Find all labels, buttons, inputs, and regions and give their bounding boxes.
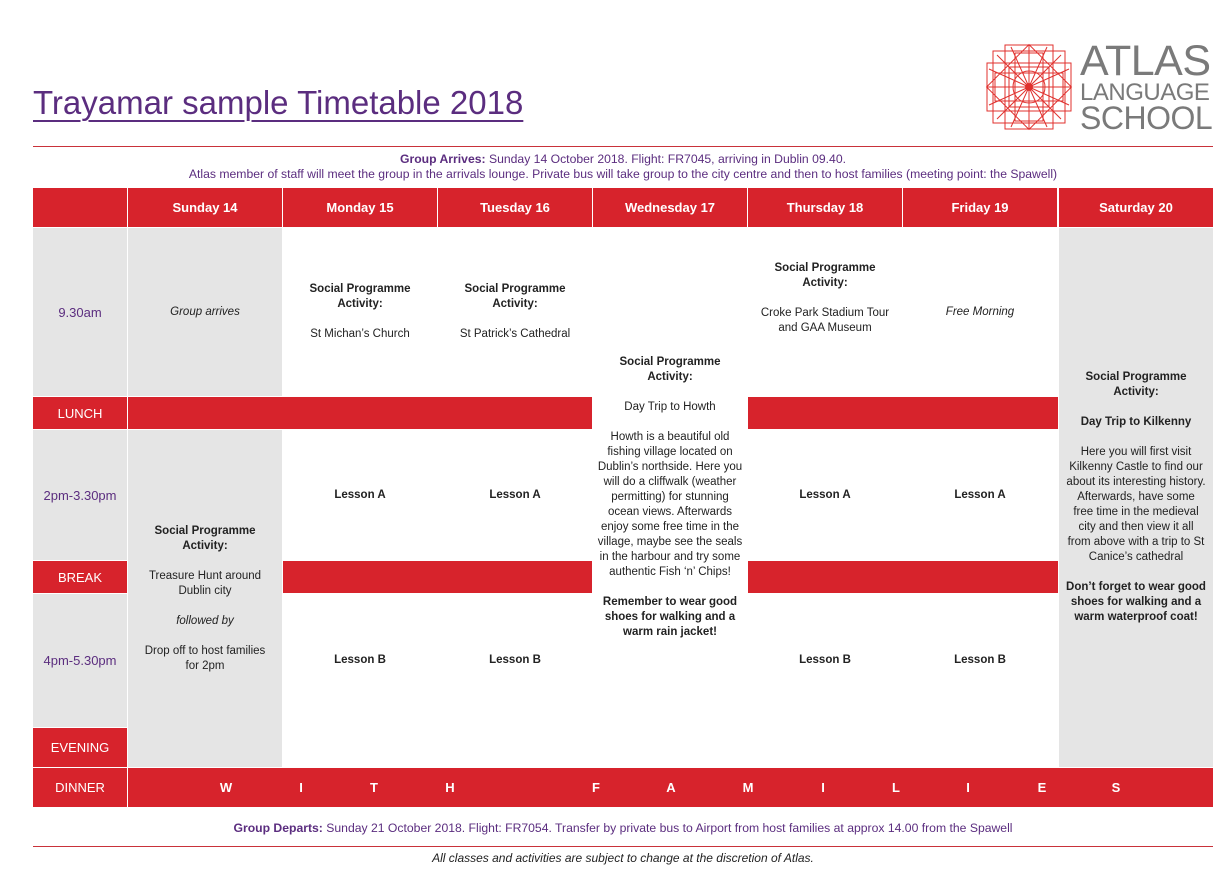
time-late-afternoon: 4pm-5.30pm xyxy=(33,594,127,727)
lesson-label: Lesson A xyxy=(799,488,851,501)
activity-heading: Activity: xyxy=(182,539,228,552)
cell-saturday-day-trip xyxy=(1059,228,1213,767)
activity-detail: Treasure Hunt around xyxy=(148,569,262,582)
row-label-lunch: LUNCH xyxy=(33,397,127,429)
activity-detail: St Patrick’s Cathedral xyxy=(459,328,571,340)
dinner-letter: F xyxy=(592,780,600,795)
cell-friday-lesson-a xyxy=(903,430,1057,560)
cell-thursday-lesson-b xyxy=(748,594,902,727)
dinner-letter: T xyxy=(370,780,378,795)
dinner-letter: S xyxy=(1111,780,1121,795)
day-header-tuesday: Tuesday 16 xyxy=(438,188,592,227)
bottom-divider xyxy=(33,846,1213,847)
cell-thursday-lesson-a xyxy=(748,430,902,560)
dinner-letter: A xyxy=(666,780,676,795)
activity-heading: Social Programme xyxy=(309,283,411,295)
trip-description: authentic Fish ‘n’ Chips! xyxy=(609,566,731,578)
trip-description: will do a cliffwalk (weather xyxy=(603,476,737,488)
trip-description: Here you will first visit xyxy=(1080,446,1192,458)
activity-heading: Social Programme xyxy=(619,356,721,368)
time-morning: 9.30am xyxy=(33,228,127,396)
activity-detail: Croke Park Stadium Tour xyxy=(760,306,890,319)
break-bar-left xyxy=(283,561,592,593)
logo-wordmark xyxy=(1080,37,1213,136)
lunch-bar-left xyxy=(128,397,592,429)
logo-line-3: SCHOOL xyxy=(1080,99,1213,136)
trip-tip: shoes for walking and a xyxy=(604,611,736,623)
lunch-bar-right xyxy=(748,397,1058,429)
trip-description: enjoy some free time in the xyxy=(600,521,740,533)
activity-detail: St Michan’s Church xyxy=(310,328,410,340)
lesson-label: Lesson B xyxy=(489,654,541,666)
activity-heading: Activity: xyxy=(647,371,693,383)
dinner-letter: M xyxy=(742,780,754,795)
drop-off-text: for 2pm xyxy=(185,659,225,672)
departure-label: Group Departs: xyxy=(233,821,323,835)
logo-line-1: ATLAS xyxy=(1080,37,1211,85)
trip-description: Dublin’s northside. Here you xyxy=(597,461,743,473)
row-label-break: BREAK xyxy=(33,561,127,593)
lesson-label: Lesson A xyxy=(489,488,541,501)
activity-heading: Activity: xyxy=(802,276,848,289)
lesson-label: Lesson B xyxy=(954,654,1006,666)
disclaimer: All classes and activities are subject to change at the discretion of Atlas. xyxy=(432,851,814,865)
trip-description: fishing village located on xyxy=(607,446,733,458)
departure-text: Sunday 21 October 2018. Flight: FR7054. Transfer by private bus to Airport from host families at approx 14.00 from the Spawell xyxy=(322,821,1013,835)
departure-info xyxy=(33,821,1213,836)
activity-heading: Activity: xyxy=(1113,386,1159,398)
day-header-sunday: Sunday 14 xyxy=(128,188,282,227)
dinner-letter: I xyxy=(821,780,825,795)
cell-tuesday-lesson-a xyxy=(438,430,592,560)
trip-title: Day Trip to Kilkenny xyxy=(1080,416,1192,428)
trip-title: Day Trip to Howth xyxy=(624,401,716,413)
header-corner xyxy=(33,188,127,227)
trip-description: free time in the medieval xyxy=(1073,506,1199,518)
dinner-letter: E xyxy=(1037,780,1047,795)
trip-tip: warm waterproof coat! xyxy=(1074,611,1198,623)
activity-heading: Activity: xyxy=(492,298,538,310)
drop-off-text: Drop off to host families xyxy=(144,644,266,657)
lesson-label: Lesson B xyxy=(799,654,851,666)
dinner-letter: I xyxy=(299,780,303,795)
cell-text: Free Morning xyxy=(945,305,1015,318)
cell-monday-lesson-a xyxy=(283,430,437,560)
trip-description: Kilkenny Castle to find our xyxy=(1069,461,1203,473)
day-header-saturday: Saturday 20 xyxy=(1059,188,1213,227)
page-title: Trayamar sample Timetable 2018 xyxy=(33,84,524,121)
day-header-thursday: Thursday 18 xyxy=(748,188,902,227)
cell-sunday-afternoon xyxy=(128,430,282,767)
followed-by-text: followed by xyxy=(176,614,234,627)
cell-tuesday-lesson-b xyxy=(438,594,592,727)
trip-description: city and then view it all xyxy=(1078,521,1194,533)
cell-thursday-morning xyxy=(748,228,902,368)
activity-detail: Dublin city xyxy=(178,584,232,597)
day-header-monday: Monday 15 xyxy=(283,188,437,227)
dinner-letter: W xyxy=(219,780,233,795)
top-divider xyxy=(33,146,1213,147)
arrival-label: Group Arrives: xyxy=(400,152,486,166)
cell-monday-morning xyxy=(283,228,437,396)
lesson-label: Lesson A xyxy=(954,488,1006,501)
arrival-line-2: Atlas member of staff will meet the group in the arrivals lounge. Private bus will take group to the city centre and then to host families (meeting point: the Spawell) xyxy=(188,167,1058,181)
row-label-evening: EVENING xyxy=(33,728,127,767)
trip-description: ocean views. Afterwards xyxy=(607,506,732,518)
cell-friday-morning xyxy=(903,228,1057,396)
activity-heading: Social Programme xyxy=(464,283,566,295)
lesson-label: Lesson A xyxy=(334,488,386,501)
lesson-label: Lesson B xyxy=(334,654,386,666)
cell-sunday-morning xyxy=(128,228,282,396)
arrival-info xyxy=(33,152,1213,182)
activity-heading: Social Programme xyxy=(774,261,876,274)
dinner-letter: I xyxy=(966,780,970,795)
trip-description: permitting) for stunning xyxy=(611,491,729,503)
dinner-letter: L xyxy=(892,780,900,795)
trip-description: Afterwards, have some xyxy=(1077,491,1195,503)
row-label-dinner: DINNER xyxy=(33,768,127,807)
trip-description: about its interesting history. xyxy=(1066,476,1206,488)
trip-tip: warm rain jacket! xyxy=(623,626,717,638)
trip-tip: Don’t forget to wear good xyxy=(1066,581,1206,593)
time-afternoon: 2pm-3.30pm xyxy=(33,430,127,560)
cell-text: Group arrives xyxy=(170,305,240,318)
trip-description: in the harbour and try some xyxy=(599,551,741,563)
day-header-wednesday: Wednesday 17 xyxy=(593,188,747,227)
day-header-friday: Friday 19 xyxy=(903,188,1057,227)
trip-tip: shoes for walking and a xyxy=(1070,596,1202,608)
cell-tuesday-morning xyxy=(438,228,592,396)
activity-heading: Activity: xyxy=(337,298,383,310)
trip-description: from above with a trip to St xyxy=(1067,536,1205,548)
activity-heading: Social Programme xyxy=(1085,371,1187,383)
trip-description: Canice’s cathedral xyxy=(1088,551,1184,563)
trip-description: village, maybe see the seals xyxy=(597,536,743,548)
activity-heading: Social Programme xyxy=(154,524,256,537)
activity-detail: and GAA Museum xyxy=(778,321,872,334)
trip-description: Howth is a beautiful old xyxy=(610,431,730,443)
cell-monday-lesson-b xyxy=(283,594,437,727)
arrival-text: Sunday 14 October 2018. Flight: FR7045, arriving in Dublin 09.40. xyxy=(485,152,846,166)
atlas-logo-icon xyxy=(985,43,1073,131)
cell-friday-lesson-b xyxy=(903,594,1057,727)
dinner-letter: H xyxy=(445,780,455,795)
cell-wednesday-day-trip xyxy=(593,228,747,767)
break-bar-right xyxy=(748,561,1058,593)
logo-line-2: LANGUAGE xyxy=(1080,78,1210,106)
trip-tip: Remember to wear good xyxy=(602,596,738,608)
